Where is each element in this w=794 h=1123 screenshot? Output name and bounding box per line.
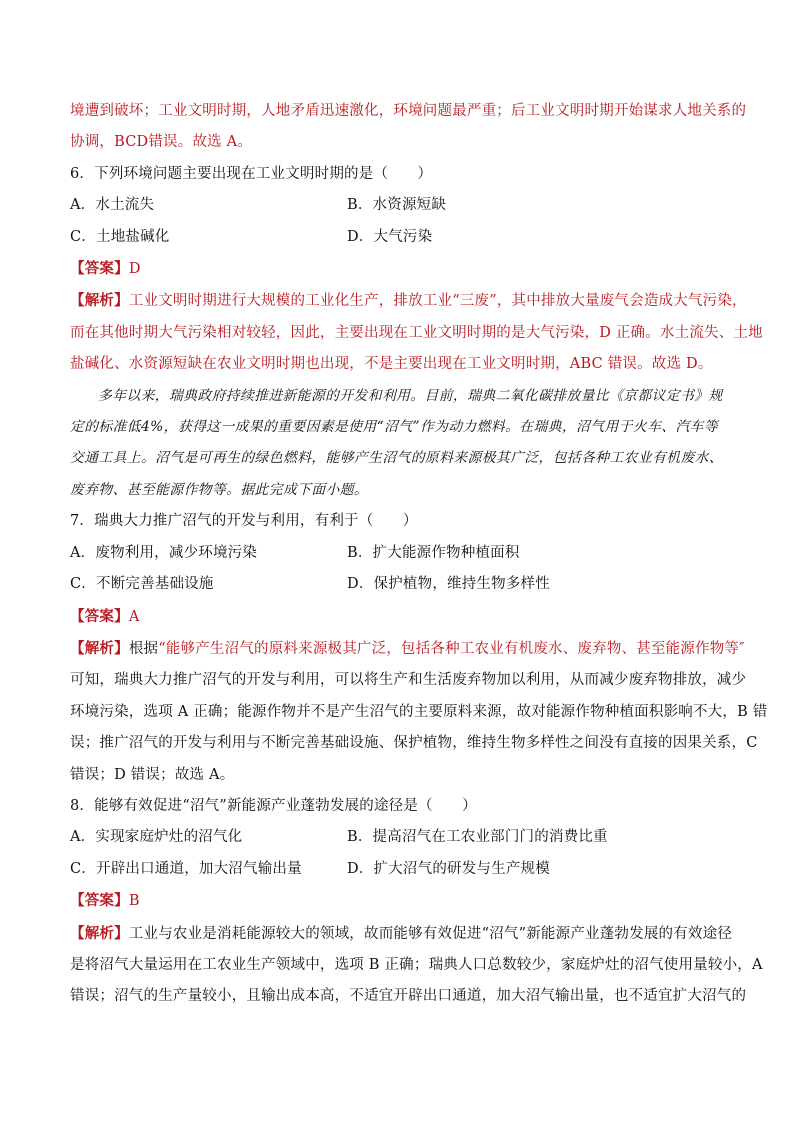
q8-option-c: C．开辟出口通道，加大沼气输出量 <box>70 860 302 877</box>
q7-option-c: C．不断完善基础设施 <box>70 576 214 593</box>
q6-answer-value: D <box>128 261 141 278</box>
answer-label: 【答案】 <box>70 260 129 278</box>
carryover-line-1: 境遭到破坏；工业文明时期，人地矛盾迅速激化，环境问题最严重；后工业文明时期开始谋求人地关系的 <box>70 103 747 119</box>
q8-analysis-text: 工业与农业是消耗能源较大的领域，故而能够有效促进“沼气”新能源产业蓬勃发展的有效途径 <box>128 925 733 942</box>
answer-label: 【答案】 <box>70 892 129 910</box>
q7-option-d: D．保护植物，维持生物多样性 <box>347 576 550 593</box>
carryover-line-2: 协调，BCD错误。故选 A。 <box>70 134 253 151</box>
q8-analysis-line-3: 错误；沼气的生产量较小，且输出成本高，不适宜开辟出口通道，加大沼气输出量，也不适宜扩大沼气的 <box>70 988 747 1005</box>
passage-line-2: 定的标准低4%，获得这一成果的重要因素是使用“沼气”作为动力燃料。在瑞典，沼气用于火车、汽车等 <box>70 419 719 436</box>
q8-options-row-2 <box>70 854 730 885</box>
q7-options-row-1 <box>70 538 730 569</box>
q7-analysis-line-3: 环境污染，选项 A 正确；能源作物并不是产生沼气的主要原料来源，故对能源作物种植面积影响不大，B 错 <box>70 703 768 720</box>
q7-options-row-2 <box>70 569 730 600</box>
q8-option-d: D．扩大沼气的研发与生产规模 <box>347 860 550 877</box>
q7-analysis-quote: “能够产生沼气的原料来源极其广泛，包括各种工农业有机废水、废弃物、甚至能源作物等″ <box>158 640 745 657</box>
q6-options-row-2 <box>70 222 730 253</box>
q6-stem: 6．下列环境问题主要出现在工业文明时期的是（ ） <box>70 165 433 182</box>
q6-option-c: C．土地盐碱化 <box>70 228 170 245</box>
passage-line-3: 交通工具上。沼气是可再生的绿色燃料，能够产生沼气的原料来源极其广泛，包括各种工农业有机废水、 <box>70 450 724 467</box>
document-page <box>70 96 768 1013</box>
q7-analysis-lead: 根据 <box>128 640 159 657</box>
q6-analysis-line-1 <box>70 285 747 317</box>
passage-line-4: 废弃物、甚至能源作物等。据此完成下面小题。 <box>70 481 369 498</box>
analysis-label: 【解析】 <box>70 639 129 657</box>
q6-analysis-line-2: 而在其他时期大气污染相对较轻，因此，主要出现在工业文明时期的是大气污染，D 正确。水土流失、土地 <box>70 324 763 341</box>
q8-option-b: B．提高沼气在工农业部门门的消费比重 <box>347 829 608 846</box>
q8-answer-value: B <box>128 893 140 910</box>
q6-option-d: D．大气污染 <box>347 228 433 245</box>
q7-analysis-line-5: 错误；D 错误；故选 A。 <box>70 766 235 783</box>
q6-option-a: A．水土流失 <box>70 197 155 214</box>
q8-analysis-line-1 <box>70 918 733 950</box>
q7-analysis-line-1 <box>70 633 745 665</box>
q7-answer <box>70 601 730 633</box>
q6-analysis-line-3: 盐碱化、水资源短缺在农业文明时期也出现，不是主要出现在工业文明时期，ABC 错误。故选 D。 <box>70 356 713 373</box>
q6-options-row-1 <box>70 190 730 221</box>
q6-analysis-text: 工业文明时期进行大规模的工业化生产，排放工业“三废”，其中排放大量废气会造成大气污染， <box>128 293 747 310</box>
q8-answer <box>70 885 730 917</box>
q7-answer-value: A <box>128 608 140 625</box>
q7-option-a: A．废物利用，减少环境污染 <box>70 544 258 561</box>
q7-analysis-line-4: 误；推广沼气的开发与利用与不断完善基础设施、保护植物，维持生物多样性之间没有直接的因果关系，C <box>70 735 758 752</box>
q8-stem: 8．能够有效促进“沼气”新能源产业蓬勃发展的途径是（ ） <box>70 797 477 814</box>
q6-option-b: B．水资源短缺 <box>347 197 447 214</box>
q7-stem: 7．瑞典大力推广沼气的开发与利用，有利于（ ） <box>70 513 418 530</box>
q8-analysis-line-2: 是将沼气大量运用在工农业生产领域中，选项 B 正确；瑞典人口总数较少，家庭炉灶的沼气使用量较小，A <box>70 956 763 973</box>
passage-line-1: 多年以来，瑞典政府持续推进新能源的开发和利用。目前，瑞典二氧化碳排放量比《京都议定书》规 <box>98 387 723 404</box>
q8-option-a: A．实现家庭炉灶的沼气化 <box>70 829 243 846</box>
answer-label: 【答案】 <box>70 607 129 625</box>
q7-analysis-line-2: 可知，瑞典大力推广沼气的开发与利用，可以将生产和生活废弃物加以利用，从而减少废弃物排放，减少 <box>70 672 747 689</box>
analysis-label: 【解析】 <box>70 924 129 942</box>
q7-option-b: B．扩大能源作物种植面积 <box>347 544 520 561</box>
analysis-label: 【解析】 <box>70 292 129 310</box>
q6-answer <box>70 253 730 285</box>
q8-options-row-1 <box>70 822 730 853</box>
